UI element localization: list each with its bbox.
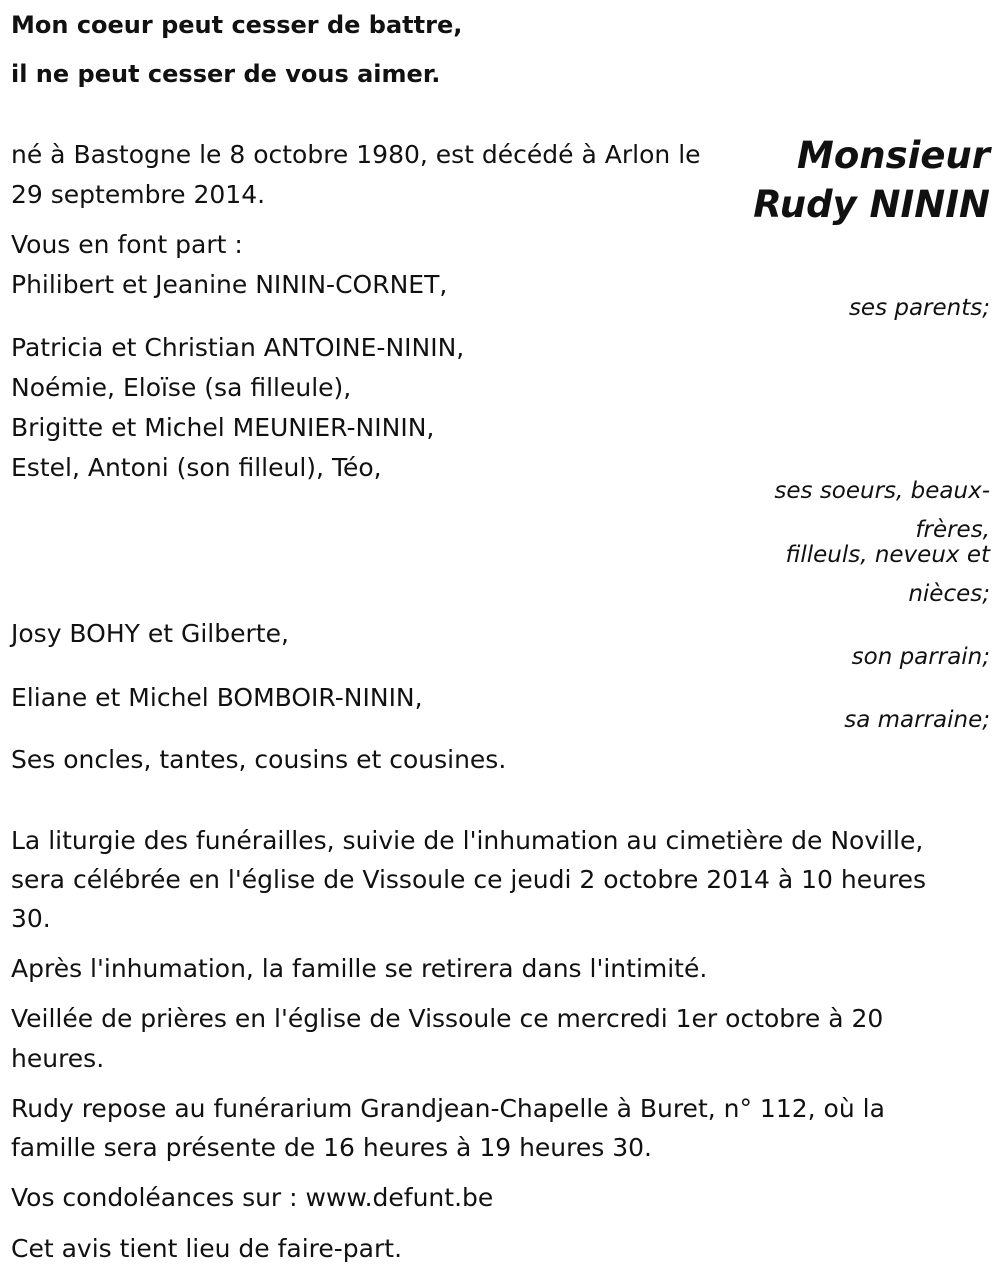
sibling-line: Noémie, Eloïse (sa filleule),	[11, 373, 352, 402]
birth-death-line-1: né à Bastogne le 8 octobre 1980, est décédé à Arlon le	[11, 140, 701, 169]
siblings-role-1: ses soeurs, beaux-	[774, 478, 990, 504]
sibling-line: Brigitte et Michel MEUNIER-NININ,	[11, 413, 435, 442]
family-intro: Vous en font part :	[11, 230, 243, 259]
funeral-notice-line-2: sera célébrée en l'église de Vissoule ce jeudi 2 octobre 2014 à 10 heures	[11, 865, 927, 894]
rest-notice-line-1: Rudy repose au funérarium Grandjean-Chapelle à Buret, n° 112, où la	[11, 1094, 885, 1123]
godmother: Eliane et Michel BOMBOIR-NININ,	[11, 683, 423, 712]
siblings-role-3: filleuls, neveux et	[785, 542, 990, 568]
sibling-line: Estel, Antoni (son filleul), Téo,	[11, 453, 382, 482]
siblings-role-4: nièces;	[908, 581, 990, 607]
relatives: Ses oncles, tantes, cousins et cousines.	[11, 745, 507, 774]
parents: Philibert et Jeanine NININ-CORNET,	[11, 270, 448, 299]
deceased-title: Monsieur	[797, 134, 990, 177]
closing-line: Cet avis tient lieu de faire-part.	[11, 1234, 403, 1263]
funeral-notice-line-3: 30.	[11, 904, 51, 933]
epigraph-line-1: Mon coeur peut cesser de battre,	[11, 11, 463, 39]
rest-notice-line-2: famille sera présente de 16 heures à 19 heures 30.	[11, 1133, 652, 1162]
siblings-role-2: frères,	[915, 517, 990, 543]
sibling-line: Patricia et Christian ANTOINE-NININ,	[11, 333, 465, 362]
parents-role: ses parents;	[848, 295, 990, 321]
epigraph-line-2: il ne peut cesser de vous aimer.	[11, 60, 441, 88]
godfather-role: son parrain;	[851, 644, 990, 670]
condolences: Vos condoléances sur : www.defunt.be	[11, 1183, 494, 1212]
birth-death-line-2: 29 septembre 2014.	[11, 180, 266, 209]
vigil-notice-line-2: heures.	[11, 1044, 105, 1073]
godmother-role: sa marraine;	[844, 707, 990, 733]
deceased-name: Rudy NININ	[753, 183, 990, 226]
godfather: Josy BOHY et Gilberte,	[11, 619, 289, 648]
vigil-notice-line-1: Veillée de prières en l'église de Vissoule ce mercredi 1er octobre à 20	[11, 1004, 884, 1033]
funeral-notice-line-1: La liturgie des funérailles, suivie de l'inhumation au cimetière de Noville,	[11, 826, 924, 855]
after-burial: Après l'inhumation, la famille se retirera dans l'intimité.	[11, 954, 708, 983]
